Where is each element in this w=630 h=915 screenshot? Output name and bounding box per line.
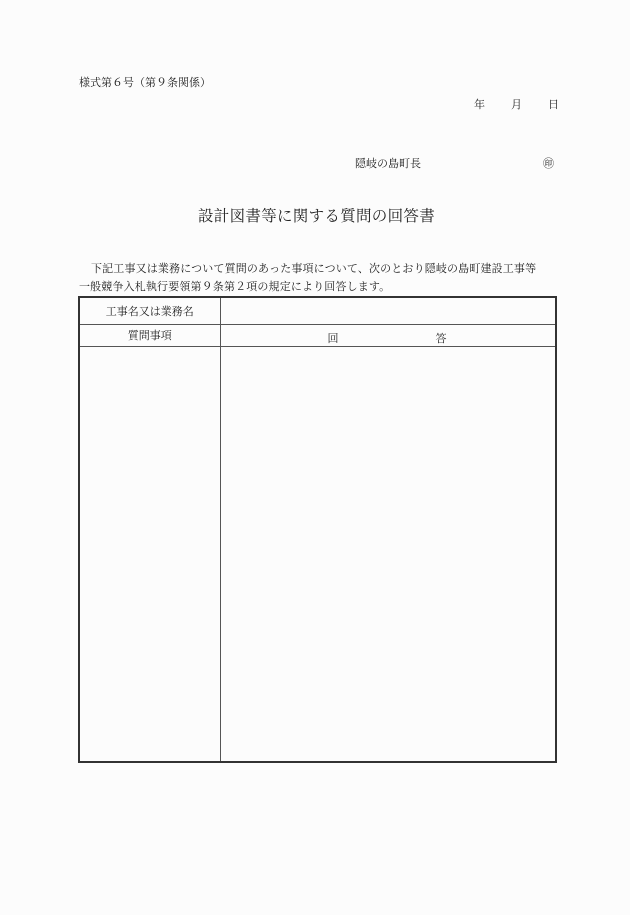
- answer-header-char1: 回: [327, 332, 339, 345]
- year-label: 年: [474, 98, 485, 111]
- seal-mark-icon: ㊞: [543, 157, 554, 170]
- body-text-line1: 下記工事又は業務について質問のあった事項について、次のとおり隠岐の島町建設工事等: [91, 262, 537, 275]
- answer-header-char2: 答: [435, 332, 447, 345]
- document-title: 設計図書等に関する質問の回答書: [198, 207, 436, 225]
- form-number: 様式第６号（第９条関係）: [79, 76, 211, 89]
- table-row-headers: [79, 324, 556, 346]
- project-name-field[interactable]: [220, 297, 556, 324]
- day-label: 日: [548, 98, 559, 111]
- answer-body-field[interactable]: [220, 346, 556, 762]
- answer-column-header: [220, 324, 556, 346]
- table-row-project: [79, 297, 556, 324]
- table-row-body: [79, 346, 556, 762]
- project-name-label: 工事名又は業務名: [79, 297, 220, 324]
- question-column-header: 質問事項: [79, 324, 220, 346]
- month-label: 月: [511, 98, 522, 111]
- answer-table: [78, 296, 557, 763]
- issuer-name: 隠岐の島町長: [355, 157, 421, 170]
- date-line: [474, 96, 559, 112]
- body-text-line2: 一般競争入札執行要領第９条第２項の規定により回答します。: [79, 280, 391, 293]
- question-body-field[interactable]: [79, 346, 220, 762]
